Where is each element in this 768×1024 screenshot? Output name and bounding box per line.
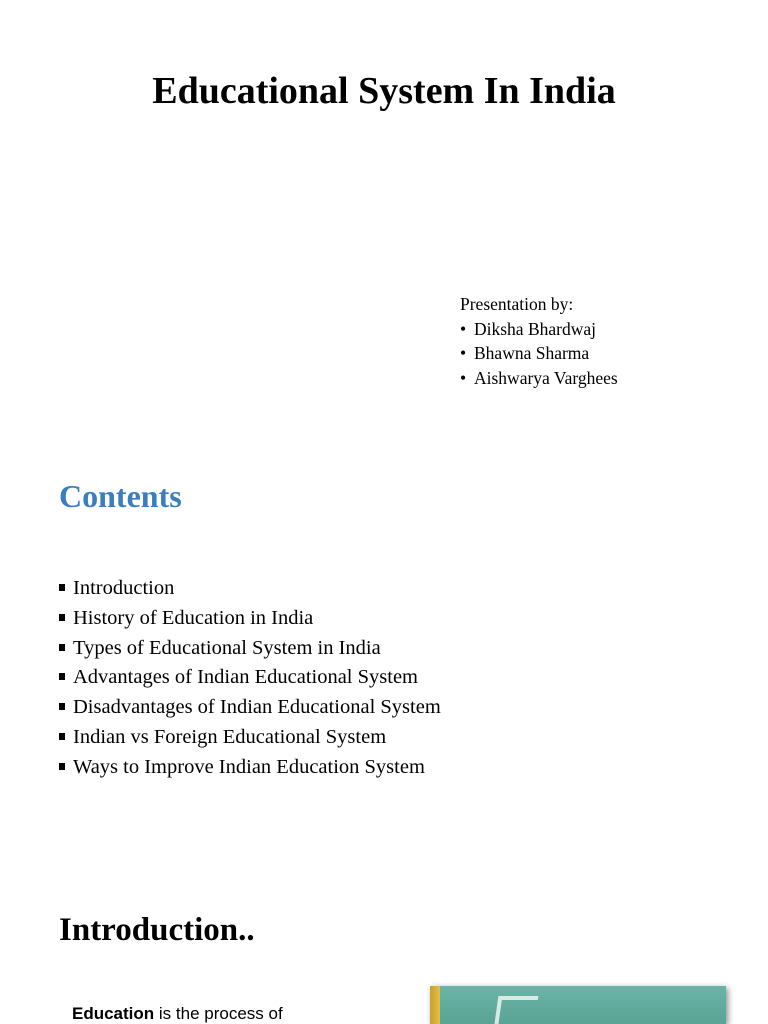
contents-heading: Contents — [59, 478, 182, 514]
square-bullet-icon — [59, 763, 65, 770]
contents-item — [59, 663, 441, 693]
presenter-item — [460, 366, 618, 391]
presenters-label: Presentation by: — [460, 294, 574, 314]
bullet-icon: • — [460, 318, 467, 339]
contents-item-label: Advantages of Indian Educational System — [73, 666, 418, 689]
contents-item — [59, 574, 441, 604]
contents-item-label: History of Education in India — [73, 606, 314, 629]
contents-item-label: Introduction — [73, 577, 175, 599]
contents-list — [59, 574, 441, 783]
contents-item-label: Types of Educational System in India — [73, 636, 381, 659]
presenter-item — [460, 341, 618, 366]
square-bullet-icon — [59, 703, 65, 710]
bullet-icon: • — [460, 367, 467, 388]
presenter-name: Diksha Bhardwaj — [474, 318, 596, 339]
introduction-text — [72, 1002, 283, 1024]
contents-item — [59, 604, 441, 634]
square-bullet-icon — [59, 614, 65, 621]
introduction-heading: Introduction.. — [59, 912, 255, 948]
presenter-name: Aishwarya Varghees — [474, 367, 618, 388]
square-bullet-icon — [59, 733, 65, 740]
contents-item — [59, 753, 441, 783]
presenters-list — [460, 317, 618, 391]
introduction-lead-bold: Education — [72, 1004, 155, 1023]
square-bullet-icon — [59, 673, 65, 680]
introduction-lead-rest: is the process of — [154, 1004, 283, 1023]
contents-item — [59, 634, 441, 664]
slide-title: Educational System In India — [152, 70, 616, 112]
chalkboard-frame-edge — [430, 986, 440, 1024]
square-bullet-icon — [59, 584, 65, 591]
contents-item-label: Disadvantages of Indian Educational System — [73, 696, 441, 719]
presenters-block — [460, 292, 618, 390]
education-chalkboard-image — [430, 986, 726, 1024]
presenter-item — [460, 317, 618, 342]
bullet-icon: • — [460, 343, 467, 363]
contents-item — [59, 723, 441, 753]
presenter-name: Bhawna Sharma — [474, 343, 590, 363]
contents-item — [59, 693, 441, 723]
contents-item-label: Indian vs Foreign Educational System — [73, 725, 387, 748]
square-bullet-icon — [59, 644, 65, 651]
chalk-lettering-graphic — [494, 996, 539, 1024]
contents-item-label: Ways to Improve Indian Education System — [73, 755, 425, 778]
